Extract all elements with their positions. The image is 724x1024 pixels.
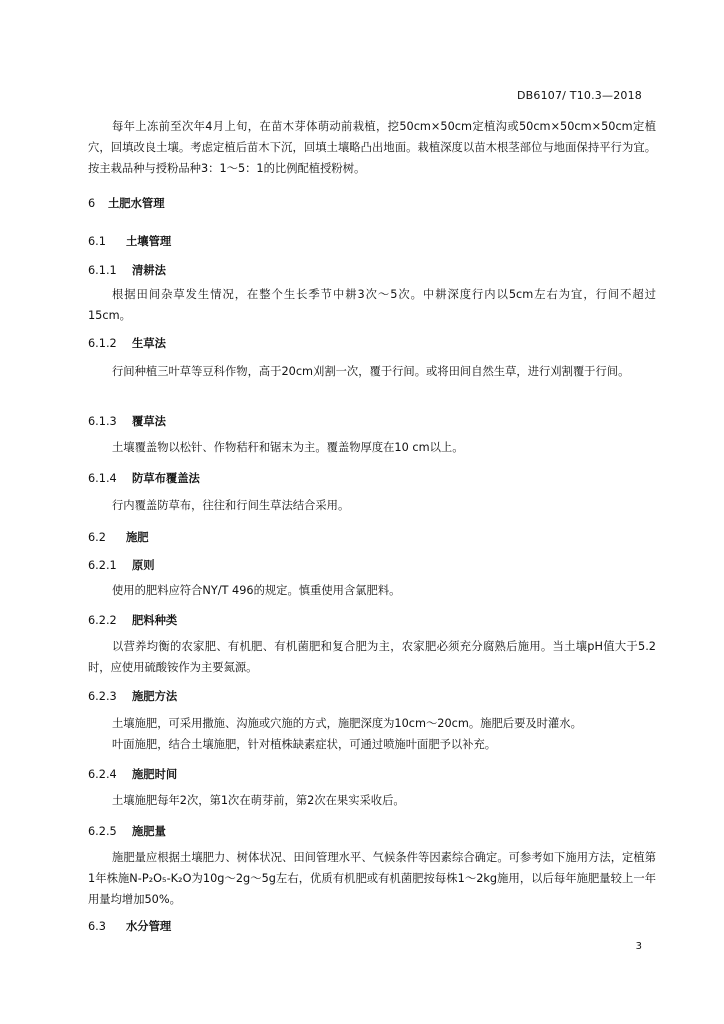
section-heading-6-2-3 <box>88 688 177 704</box>
section-number: 6 <box>88 197 96 210</box>
section-number: 6.3 <box>88 920 106 933</box>
paragraph-6-1-2: 行间种植三叶草等豆科作物，高于20cm刈割一次，覆于行间。或将田间自然生草，进行刈割覆于行间。 <box>112 365 630 378</box>
section-title: 施肥量 <box>132 825 166 838</box>
section-heading-6-1 <box>88 233 171 249</box>
section-title: 肥料种类 <box>132 614 178 627</box>
section-title: 水分管理 <box>126 920 172 933</box>
paragraph-6-2-2: 以营养均衡的农家肥、有机肥、有机菌肥和复合肥为主，农家肥必须充分腐熟后施用。当土壤pH值大于5.2时，应使用硫酸铵作为主要氮源。 <box>88 640 656 674</box>
paragraph-6-1-4: 行内覆盖防草布，往往和行间生草法结合采用。 <box>112 499 350 512</box>
section-number: 6.1.3 <box>88 415 117 428</box>
section-title: 清耕法 <box>132 264 166 277</box>
section-number: 6.2.5 <box>88 825 117 838</box>
section-heading-6-1-2 <box>88 335 166 351</box>
paragraph-6-2-3-soil: 土壤施肥，可采用撒施、沟施或穴施的方式，施肥深度为10cm～20cm。施肥后要及时灌水。 <box>112 717 582 730</box>
paragraph-6-1-1: 根据田间杂草发生情况，在整个生长季节中耕3次～5次。中耕深度行内以5cm左右为宜，行间不超过15cm。 <box>88 288 656 322</box>
section-number: 6.2.2 <box>88 614 117 627</box>
section-number: 6.2.4 <box>88 768 117 781</box>
section-number: 6.1.4 <box>88 472 117 485</box>
section-title: 原则 <box>132 559 155 572</box>
section-heading-6-2-1 <box>88 557 155 573</box>
section-heading-6-1-3 <box>88 413 166 429</box>
section-heading-6-1-1 <box>88 262 166 278</box>
section-title: 施肥时间 <box>132 768 178 781</box>
section-number: 6.1.1 <box>88 264 117 277</box>
section-heading-6-2-4 <box>88 766 177 782</box>
section-heading-6-2-5 <box>88 823 166 839</box>
section-number: 6.2 <box>88 531 106 544</box>
section-title: 土肥水管理 <box>108 197 165 210</box>
section-title: 生草法 <box>132 337 166 350</box>
page-number: 3 <box>635 941 642 952</box>
planting-paragraph: 每年上冻前至次年4月上旬，在苗木芽体萌动前栽植，挖50cm×50cm定植沟或50cm×50cm×50cm定植穴，回填改良土壤。考虑定植后苗木下沉，回填土壤略凸出地面。栽植深度以苗木根茎部位与地面保持平行为宜。按主栽品种与授粉品种3：1～5：1的比例配植授粉树。 <box>88 120 656 175</box>
section-number: 6.1 <box>88 235 106 248</box>
section-heading-6-2-2 <box>88 612 177 628</box>
section-title: 防草布覆盖法 <box>132 472 200 485</box>
section-number: 6.2.3 <box>88 690 117 703</box>
section-heading-6-2 <box>88 529 149 545</box>
section-number: 6.2.1 <box>88 559 117 572</box>
section-number: 6.1.2 <box>88 337 117 350</box>
section-heading-6-1-4 <box>88 470 200 486</box>
section-title: 施肥 <box>126 531 149 544</box>
section-heading-6-3 <box>88 918 171 934</box>
paragraph-6-2-5: 施肥量应根据土壤肥力、树体状况、田间管理水平、气候条件等因素综合确定。可参考如下施用方法，定植第1年株施N-P₂O₅-K₂O为10g～2g～5g左右，优质有机肥或有机菌肥按每株1～2kg施用，以后每年施肥量较上一年用量均增加50%。 <box>88 851 656 906</box>
section-title: 土壤管理 <box>126 235 172 248</box>
standard-code-header: DB6107/ T10.3—2018 <box>516 89 642 102</box>
paragraph-6-2-3-foliar: 叶面施肥，结合土壤施肥，针对植株缺素症状，可通过喷施叶面肥予以补充。 <box>112 738 497 751</box>
paragraph-6-2-1: 使用的肥料应符合NY/T 496的规定。慎重使用含氯肥料。 <box>112 584 401 597</box>
paragraph-6-1-3: 土壤覆盖物以松针、作物秸秆和锯末为主。覆盖物厚度在10 cm以上。 <box>112 441 464 454</box>
section-title: 覆草法 <box>132 415 166 428</box>
section-title: 施肥方法 <box>132 690 178 703</box>
paragraph-6-2-4: 土壤施肥每年2次，第1次在萌芽前，第2次在果实采收后。 <box>112 794 405 807</box>
section-heading-6 <box>88 195 165 211</box>
